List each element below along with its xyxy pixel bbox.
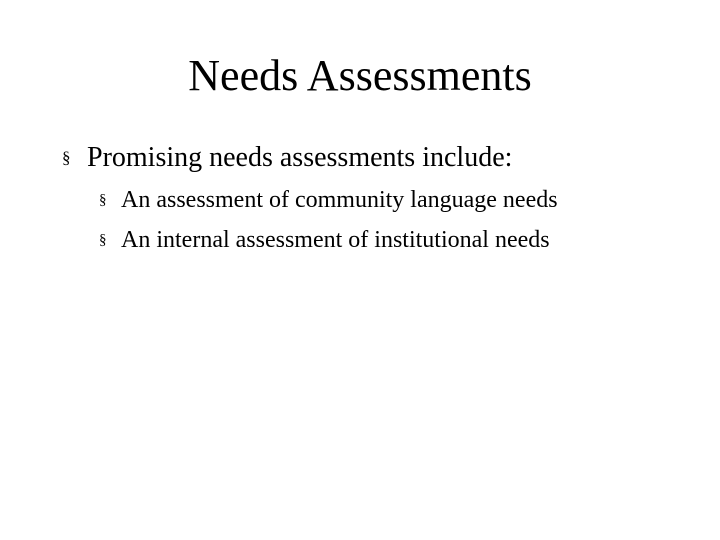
- sub-bullet-text: An assessment of community language needs: [121, 186, 558, 213]
- sub-bullet-item: [99, 223, 550, 257]
- bullet-marker-icon: §: [62, 148, 71, 167]
- sub-bullet-text: An internal assessment of institutional needs: [121, 226, 550, 253]
- sub-bullet-item: [99, 183, 558, 217]
- bullet-item: [62, 138, 512, 178]
- sub-bullet-marker-icon: §: [99, 191, 107, 208]
- sub-bullet-marker-icon: §: [99, 231, 107, 248]
- slide-title: Needs Assessments: [188, 51, 532, 100]
- bullet-text: Promising needs assessments include:: [87, 142, 513, 173]
